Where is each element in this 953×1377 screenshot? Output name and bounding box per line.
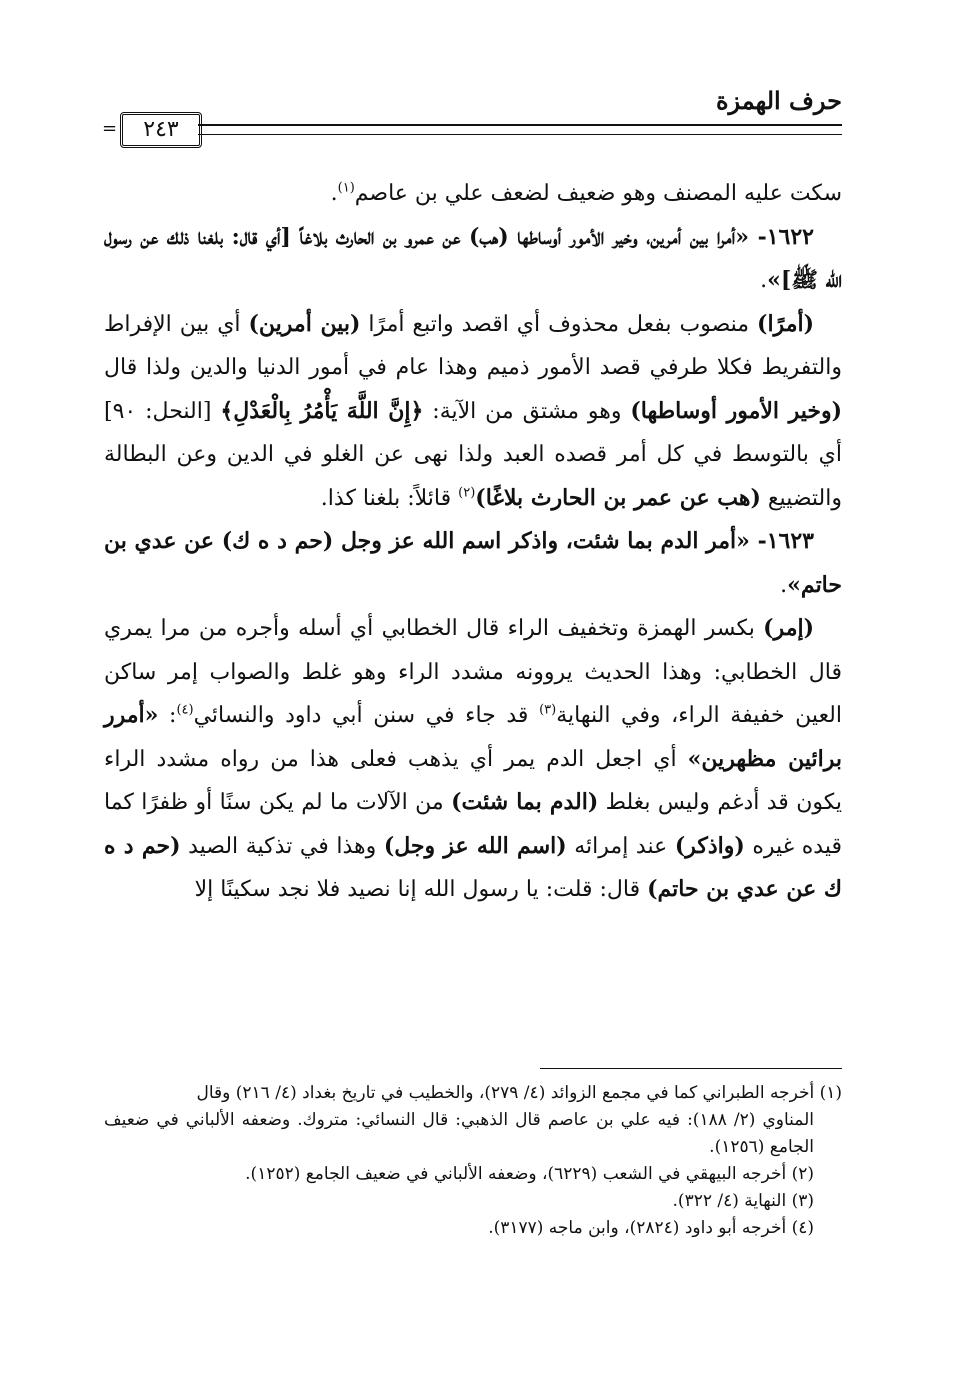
- page-header: [100, 82, 842, 152]
- quran-verse: ﴿إِنَّ اللَّهَ يَأْمُرُ بِالْعَدْلِ﴾: [220, 397, 424, 424]
- page-number-dash: =: [102, 118, 118, 139]
- footnote-ref-2[interactable]: (٢): [458, 485, 476, 501]
- header-rule: [198, 124, 842, 135]
- main-text: [104, 172, 842, 912]
- footnote-1-continued: المناوي (٢/ ١٨٨): فيه علي بن عاصم قال الذهبي: قال النسائي: متروك. وضعفه الألباني في ضعيف الجامع (١٢٥٦).: [104, 1110, 815, 1157]
- footnote-divider: [540, 1068, 842, 1069]
- footnote-4: (٤) أخرجه أبو داود (٢٨٢٤)، وابن ماجه (٣١٧٧).: [488, 1218, 814, 1238]
- footnote-ref-1[interactable]: (١): [337, 180, 355, 196]
- footnote-2: (٢) أخرجه البيهقي في الشعب (٦٢٢٩)، وضعفه الألباني في ضعيف الجامع (١٢٥٢).: [245, 1164, 814, 1184]
- hadith-1623: ١٦٢٣- «أمر الدم بما شئت، واذكر اسم الله عز وجل (حم د ه ك) عن عدي بن حاتم».: [104, 528, 842, 598]
- commentary-1622: (أمرًا) منصوب بفعل محذوف أي اقصد واتبع أمرًا (بين أمرين) أي بين الإفراط والتفريط فكلا طرفي قصد الأمور ذميم وهذا عام في أمور الدنيا والدين ولذا قال (وخير الأمور أوساطها) وهو مشتق من الآية: ﴿إِنَّ اللَّهَ يَأْمُرُ بِالْعَدْلِ﴾ [النحل: ٩٠] أي بالتوسط في كل أمر قصده العبد ولذا نهى عن الغلو في الدين وعن البطالة والتضييع (هب عن عمر بن الحارث بلاغًا)$^{(٢)}$ قائلاً: بلغنا كذا.: [104, 310, 842, 511]
- commentary-1623: (إمر) بكسر الهمزة وتخفيف الراء قال الخطابي أي أسله وأجره من مرا يمري قال الخطابي: وهذا الحديث يروونه مشدد الراء وهو غلط والصواب إمر ساكن العين خفيفة الراء، وفي النهاية$^{(٣)}$ قد جاء في سنن أبي داود والنسائي$^{(٤)}$: «أمرر برائين مظهرين» أي اجعل الدم يمر أي يذهب فعلى هذا من رواه مشدد الراء يكون قد أدغم وليس بغلط (الدم بما شئت) من الآلات ما لم يكن سنًا أو ظفرًا كما قيده غيره (واذكر) عند إمرائه (اسم الله عز وجل) وهذا في تذكية الصيد (حم د ه ك عن عدي بن حاتم) قال: قلت: يا رسول الله إنا نصيد فلا نجد سكينًا إلا: [104, 615, 843, 902]
- footnotes: [104, 1080, 842, 1242]
- paragraph-intro: سكت عليه المصنف وهو ضعيف لضعف علي بن عاصم$^{(١)}$.: [330, 180, 842, 206]
- footnote-3: (٣) النهاية (٤/ ٣٢٢).: [672, 1191, 814, 1211]
- footnote-ref-4[interactable]: (٤): [176, 702, 194, 718]
- hadith-1622: ١٦٢٢- «أمرا بين أمرين، وخير الأمور أوساطها (هب) عن عمرو بن الحارث بلاغاً [أي قال: بلغنا ذلك عن رسول الله ﷺ]».: [104, 223, 842, 293]
- footnote-ref-3[interactable]: (٣): [539, 702, 557, 718]
- footnote-1: (١) أخرجه الطبراني كما في مجمع الزوائد (٤/ ٢٧٩)، والخطيب في تاريخ بغداد (٤/ ٢١٦) وقال: [196, 1083, 842, 1103]
- page-number: ٢٤٣: [120, 112, 202, 148]
- chapter-title: حرف الهمزة: [715, 86, 842, 115]
